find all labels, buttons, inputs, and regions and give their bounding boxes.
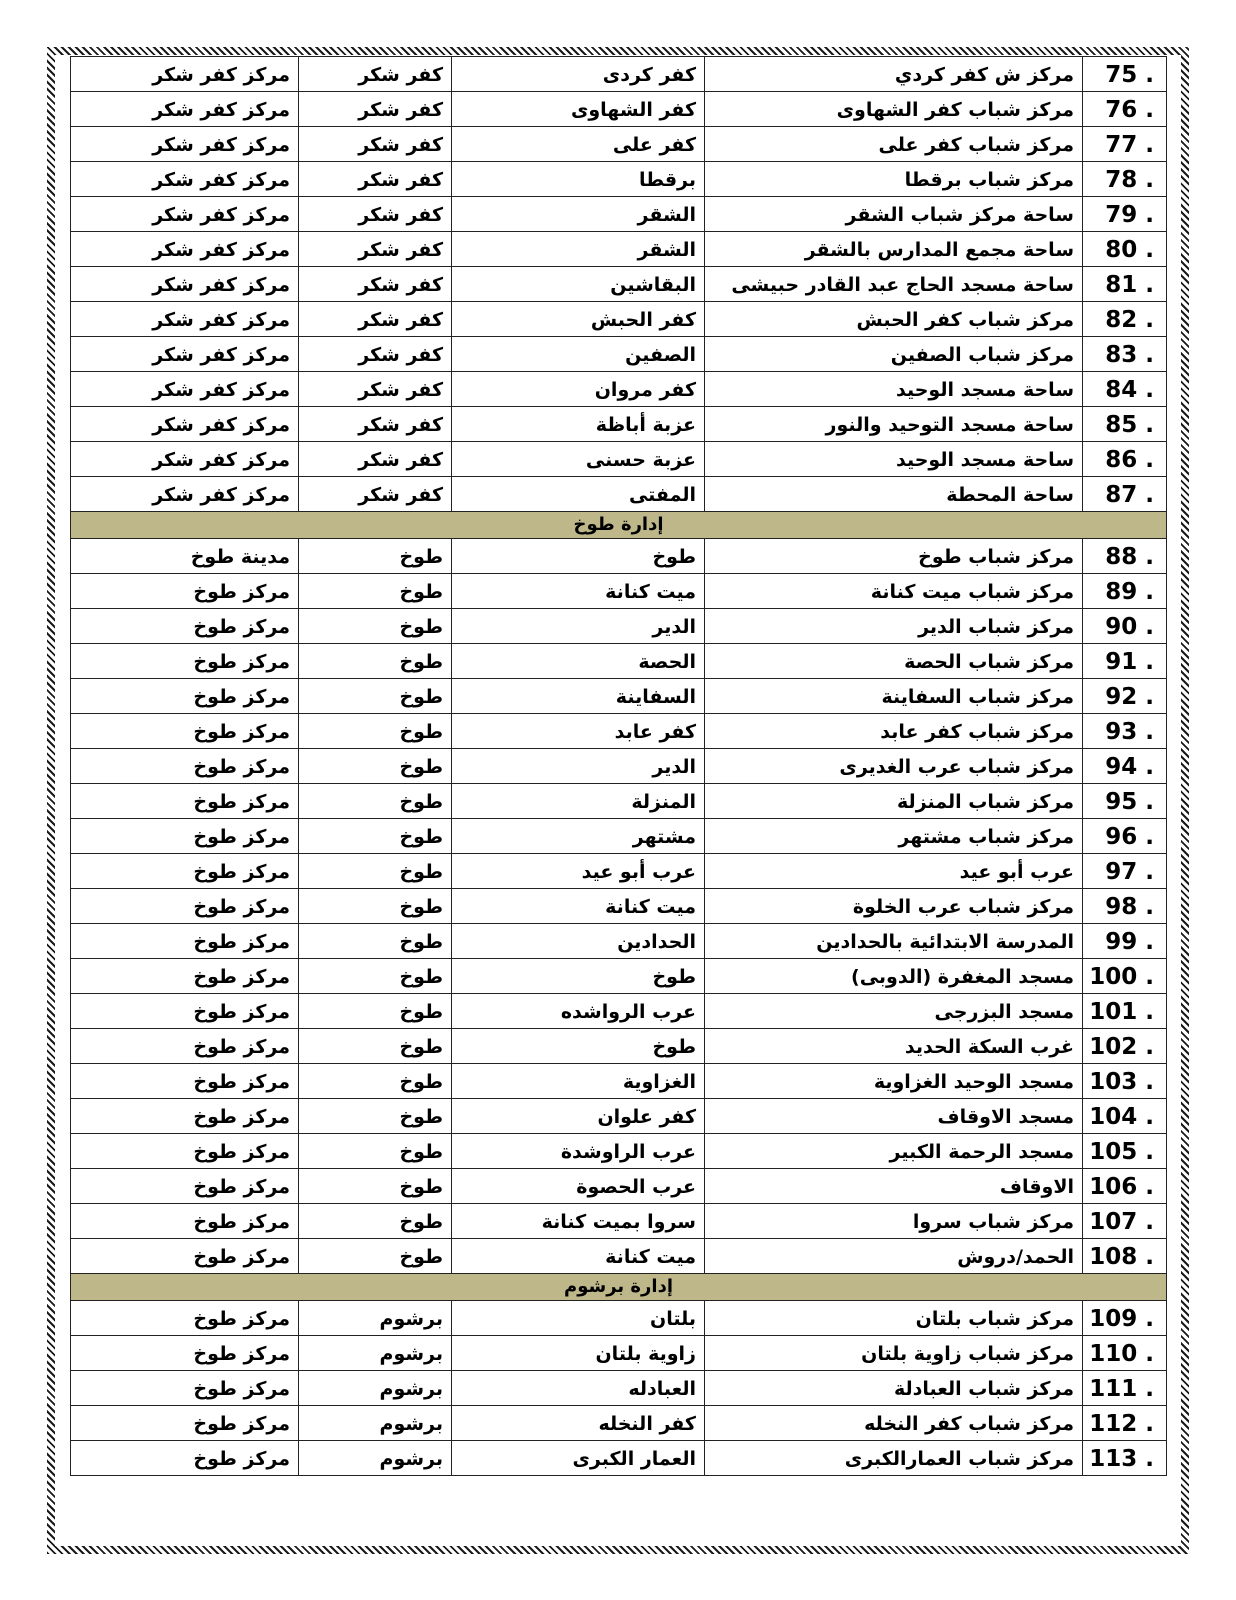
district-cell: برشوم [299,1301,452,1336]
district-cell: برشوم [299,1336,452,1371]
district-cell: كفر شكر [299,57,452,92]
village-cell: عرب أبو عيد [452,854,705,889]
row-number: . 79 [1083,197,1167,232]
table-row [71,889,1167,924]
center-cell: مركز كفر شكر [71,337,299,372]
village-cell: الدير [452,749,705,784]
center-cell: مركز طوخ [71,574,299,609]
center-cell: مركز طوخ [71,784,299,819]
district-cell: برشوم [299,1406,452,1441]
place-name-cell: مركز شباب ميت كنانة [705,574,1083,609]
village-cell: عزبة أباظة [452,407,705,442]
center-cell: مركز طوخ [71,1441,299,1476]
district-cell: طوخ [299,1204,452,1239]
place-name-cell: مركز شباب كفر الحبش [705,302,1083,337]
row-number: . 95 [1083,784,1167,819]
row-number: . 113 [1083,1441,1167,1476]
center-cell: مركز كفر شكر [71,407,299,442]
village-cell: المفتى [452,477,705,512]
place-name-cell: مركز شباب العمارالكبرى [705,1441,1083,1476]
table-row [71,644,1167,679]
district-cell: كفر شكر [299,92,452,127]
place-name-cell: مسجد المغفرة (الدوبى) [705,959,1083,994]
center-cell: مركز طوخ [71,609,299,644]
row-number: . 93 [1083,714,1167,749]
row-number: . 103 [1083,1064,1167,1099]
district-cell: طوخ [299,539,452,574]
village-cell: كفر الحبش [452,302,705,337]
table-row [71,127,1167,162]
district-cell: طوخ [299,994,452,1029]
center-cell: مركز طوخ [71,1336,299,1371]
village-cell: الحدادين [452,924,705,959]
village-cell: طوخ [452,959,705,994]
place-name-cell: مركز شباب الحصة [705,644,1083,679]
district-cell: كفر شكر [299,302,452,337]
center-cell: مركز كفر شكر [71,127,299,162]
section-title: إدارة طوخ [71,512,1167,539]
center-cell: مركز طوخ [71,1134,299,1169]
table-row [71,1169,1167,1204]
row-number: . 99 [1083,924,1167,959]
table-row [71,1239,1167,1274]
center-cell: مركز طوخ [71,924,299,959]
table-row [71,539,1167,574]
district-cell: كفر شكر [299,232,452,267]
place-name-cell: مركز شباب سروا [705,1204,1083,1239]
center-cell: مركز كفر شكر [71,92,299,127]
village-cell: بلتان [452,1301,705,1336]
village-cell: كفر علوان [452,1099,705,1134]
center-cell: مركز كفر شكر [71,477,299,512]
district-cell: طوخ [299,889,452,924]
place-name-cell: مسجد الوحيد الغزاوية [705,1064,1083,1099]
district-cell: طوخ [299,1029,452,1064]
row-number: . 100 [1083,959,1167,994]
section-header-row [71,512,1167,539]
row-number: . 85 [1083,407,1167,442]
center-cell: مركز كفر شكر [71,372,299,407]
center-cell: مركز كفر شكر [71,197,299,232]
table-row [71,92,1167,127]
row-number: . 106 [1083,1169,1167,1204]
row-number: . 105 [1083,1134,1167,1169]
village-cell: ميت كنانة [452,574,705,609]
district-cell: طوخ [299,1239,452,1274]
row-number: . 94 [1083,749,1167,784]
table-row [71,714,1167,749]
place-name-cell: مركز شباب برقطا [705,162,1083,197]
place-name-cell: عرب أبو عيد [705,854,1083,889]
district-cell: طوخ [299,1134,452,1169]
row-number: . 83 [1083,337,1167,372]
table-row [71,477,1167,512]
district-cell: كفر شكر [299,267,452,302]
table-row [71,854,1167,889]
district-cell: كفر شكر [299,337,452,372]
district-cell: طوخ [299,1064,452,1099]
center-cell: مركز كفر شكر [71,442,299,477]
row-number: . 101 [1083,994,1167,1029]
district-cell: طوخ [299,819,452,854]
center-cell: مركز طوخ [71,994,299,1029]
village-cell: كفر النخله [452,1406,705,1441]
place-name-cell: مسجد البزرجى [705,994,1083,1029]
district-cell: طوخ [299,854,452,889]
row-number: . 91 [1083,644,1167,679]
district-cell: طوخ [299,924,452,959]
row-number: . 78 [1083,162,1167,197]
section-title: إدارة برشوم [71,1274,1167,1301]
village-cell: كفر الشهاوى [452,92,705,127]
place-name-cell: المدرسة الابتدائية بالحدادين [705,924,1083,959]
center-cell: مركز طوخ [71,889,299,924]
place-name-cell: مسجد الاوقاف [705,1099,1083,1134]
table-body [71,57,1167,1476]
district-cell: طوخ [299,959,452,994]
place-name-cell: مركز شباب الصفين [705,337,1083,372]
district-cell: طوخ [299,714,452,749]
row-number: . 102 [1083,1029,1167,1064]
row-number: . 110 [1083,1336,1167,1371]
row-number: . 108 [1083,1239,1167,1274]
center-cell: مركز كفر شكر [71,57,299,92]
table-row [71,197,1167,232]
center-cell: مدينة طوخ [71,539,299,574]
table-row [71,1371,1167,1406]
village-cell: العمار الكبرى [452,1441,705,1476]
table-row [71,1301,1167,1336]
place-name-cell: مركز شباب كفر على [705,127,1083,162]
center-cell: مركز كفر شكر [71,267,299,302]
table-row [71,819,1167,854]
table-row [71,1064,1167,1099]
village-cell: عرب الرواشده [452,994,705,1029]
row-number: . 111 [1083,1371,1167,1406]
place-name-cell: مركز شباب طوخ [705,539,1083,574]
district-cell: كفر شكر [299,372,452,407]
center-cell: مركز طوخ [71,1239,299,1274]
row-number: . 89 [1083,574,1167,609]
village-cell: عرب الراوشدة [452,1134,705,1169]
row-number: . 76 [1083,92,1167,127]
village-cell: المنزلة [452,784,705,819]
place-name-cell: ساحة مركز شباب الشقر [705,197,1083,232]
village-cell: زاوية بلتان [452,1336,705,1371]
place-name-cell: مركز شباب كفر النخله [705,1406,1083,1441]
row-number: . 77 [1083,127,1167,162]
village-cell: الغزاوية [452,1064,705,1099]
center-cell: مركز طوخ [71,1204,299,1239]
village-cell: سروا بميت كنانة [452,1204,705,1239]
center-cell: مركز طوخ [71,1371,299,1406]
table-row [71,267,1167,302]
row-number: . 80 [1083,232,1167,267]
row-number: . 75 [1083,57,1167,92]
village-cell: الدير [452,609,705,644]
table-row [71,162,1167,197]
place-name-cell: مركز شباب زاوية بلتان [705,1336,1083,1371]
place-name-cell: ساحة مسجد التوحيد والنور [705,407,1083,442]
center-cell: مركز طوخ [71,749,299,784]
table-row [71,574,1167,609]
place-name-cell: ساحة مجمع المدارس بالشقر [705,232,1083,267]
table-row [71,1441,1167,1476]
district-cell: كفر شكر [299,407,452,442]
village-cell: الصفين [452,337,705,372]
place-name-cell: مسجد الرحمة الكبير [705,1134,1083,1169]
village-cell: مشتهر [452,819,705,854]
place-name-cell: مركز شباب المنزلة [705,784,1083,819]
district-cell: كفر شكر [299,127,452,162]
table-row [71,924,1167,959]
place-name-cell: مركز ش كفر كردي [705,57,1083,92]
village-cell: كفر عابد [452,714,705,749]
table-row [71,994,1167,1029]
district-cell: طوخ [299,1169,452,1204]
place-name-cell: مركز شباب العبادلة [705,1371,1083,1406]
table-row [71,337,1167,372]
place-name-cell: مركز شباب عرب الغديرى [705,749,1083,784]
district-cell: كفر شكر [299,197,452,232]
place-name-cell: الحمد/دروش [705,1239,1083,1274]
district-cell: طوخ [299,574,452,609]
center-cell: مركز طوخ [71,1099,299,1134]
row-number: . 109 [1083,1301,1167,1336]
place-name-cell: مركز شباب كفر عابد [705,714,1083,749]
center-cell: مركز كفر شكر [71,232,299,267]
table-row [71,1099,1167,1134]
village-cell: عرب الحصوة [452,1169,705,1204]
row-number: . 90 [1083,609,1167,644]
district-cell: كفر شكر [299,162,452,197]
center-cell: مركز طوخ [71,819,299,854]
village-cell: العبادله [452,1371,705,1406]
row-number: . 112 [1083,1406,1167,1441]
district-cell: برشوم [299,1441,452,1476]
table-row [71,1134,1167,1169]
center-cell: مركز طوخ [71,644,299,679]
district-cell: كفر شكر [299,477,452,512]
row-number: . 97 [1083,854,1167,889]
center-cell: مركز كفر شكر [71,162,299,197]
row-number: . 86 [1083,442,1167,477]
center-cell: مركز طوخ [71,854,299,889]
table-row [71,679,1167,714]
village-cell: الشقر [452,232,705,267]
place-name-cell: ساحة المحطة [705,477,1083,512]
center-cell: مركز طوخ [71,679,299,714]
district-cell: طوخ [299,784,452,819]
table-row [71,302,1167,337]
table-row [71,1336,1167,1371]
center-cell: مركز طوخ [71,1169,299,1204]
place-name-cell: مركز شباب السفاينة [705,679,1083,714]
locations-table [70,56,1167,1476]
row-number: . 84 [1083,372,1167,407]
table-row [71,407,1167,442]
village-cell: الشقر [452,197,705,232]
center-cell: مركز طوخ [71,959,299,994]
table-row [71,442,1167,477]
district-cell: طوخ [299,679,452,714]
table-row [71,57,1167,92]
place-name-cell: الاوقاف [705,1169,1083,1204]
village-cell: كفر كردى [452,57,705,92]
table-row [71,372,1167,407]
place-name-cell: مركز شباب كفر الشهاوى [705,92,1083,127]
table-row [71,1406,1167,1441]
table-row [71,1204,1167,1239]
section-header-row [71,1274,1167,1301]
row-number: . 104 [1083,1099,1167,1134]
place-name-cell: غرب السكة الحديد [705,1029,1083,1064]
place-name-cell: مركز شباب بلتان [705,1301,1083,1336]
district-cell: طوخ [299,644,452,679]
table-row [71,609,1167,644]
table-row [71,784,1167,819]
place-name-cell: ساحة مسجد الحاج عبد القادر حبيشى [705,267,1083,302]
village-cell: الحصة [452,644,705,679]
village-cell: عزبة حسنى [452,442,705,477]
center-cell: مركز طوخ [71,1301,299,1336]
table-row [71,1029,1167,1064]
row-number: . 96 [1083,819,1167,854]
center-cell: مركز طوخ [71,1029,299,1064]
center-cell: مركز طوخ [71,714,299,749]
village-cell: البقاشين [452,267,705,302]
row-number: . 82 [1083,302,1167,337]
village-cell: كفر مروان [452,372,705,407]
row-number: . 88 [1083,539,1167,574]
table-row [71,232,1167,267]
village-cell: طوخ [452,539,705,574]
district-cell: طوخ [299,1099,452,1134]
district-cell: طوخ [299,609,452,644]
table-row [71,959,1167,994]
place-name-cell: مركز شباب الدير [705,609,1083,644]
village-cell: طوخ [452,1029,705,1064]
row-number: . 87 [1083,477,1167,512]
place-name-cell: ساحة مسجد الوحيد [705,372,1083,407]
village-cell: برقطا [452,162,705,197]
center-cell: مركز طوخ [71,1406,299,1441]
place-name-cell: مركز شباب مشتهر [705,819,1083,854]
row-number: . 98 [1083,889,1167,924]
center-cell: مركز كفر شكر [71,302,299,337]
place-name-cell: مركز شباب عرب الخلوة [705,889,1083,924]
place-name-cell: ساحة مسجد الوحيد [705,442,1083,477]
center-cell: مركز طوخ [71,1064,299,1099]
row-number: . 81 [1083,267,1167,302]
village-cell: كفر على [452,127,705,162]
village-cell: ميت كنانة [452,1239,705,1274]
village-cell: ميت كنانة [452,889,705,924]
row-number: . 92 [1083,679,1167,714]
table-row [71,749,1167,784]
district-cell: كفر شكر [299,442,452,477]
district-cell: طوخ [299,749,452,784]
village-cell: السفاينة [452,679,705,714]
district-cell: برشوم [299,1371,452,1406]
row-number: . 107 [1083,1204,1167,1239]
